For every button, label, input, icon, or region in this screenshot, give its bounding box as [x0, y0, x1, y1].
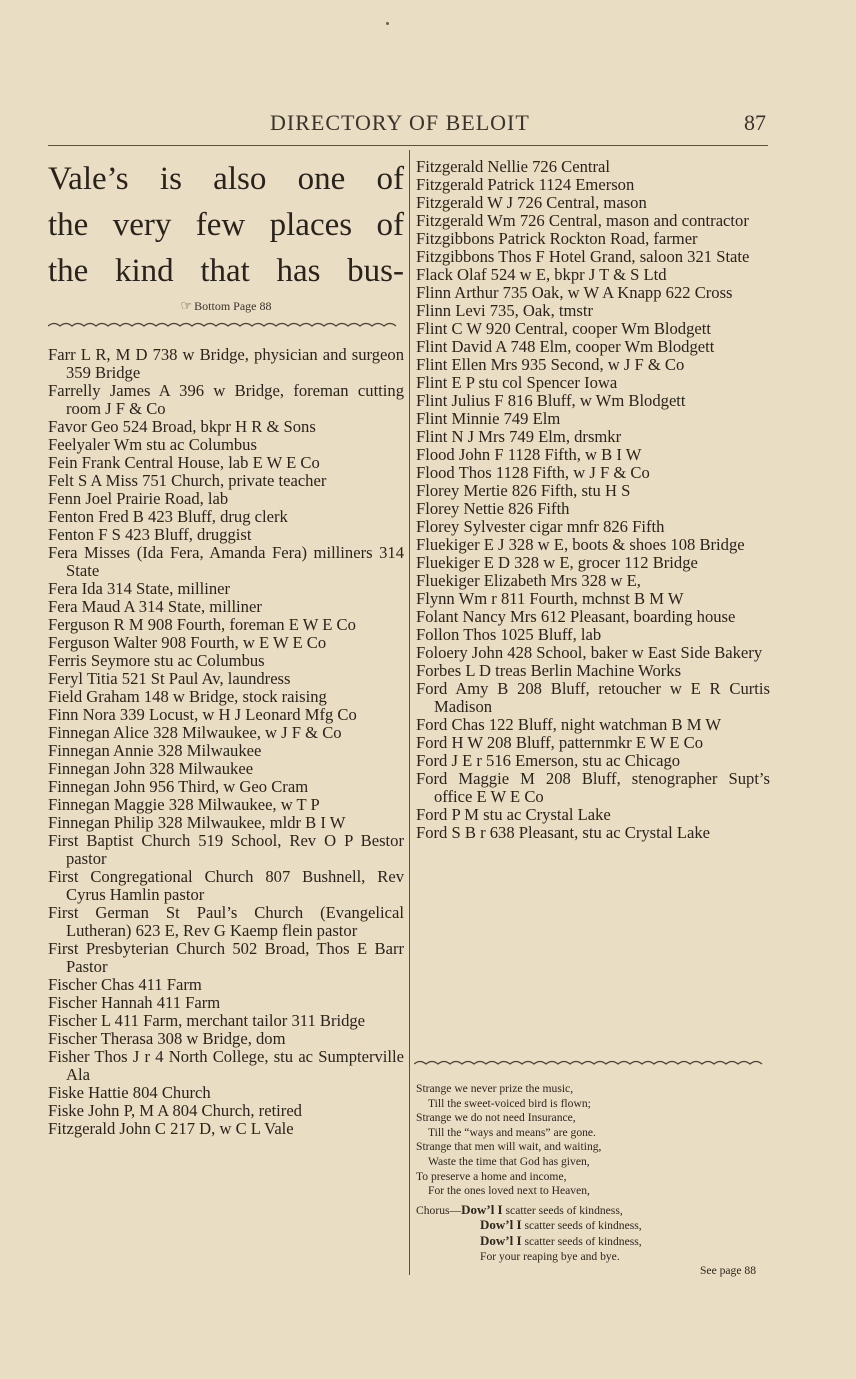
- chorus-line: [416, 1203, 770, 1219]
- directory-entry: Flint Ellen Mrs 935 Second, w J F & Co: [416, 355, 685, 374]
- directory-entry: Farr L R, M D 738 w Bridge, physician and surgeon 359 Bridge: [48, 345, 404, 382]
- page-number: 87: [744, 110, 766, 135]
- directory-entry: Ford Chas 122 Bluff, night watchman B M W: [416, 715, 721, 734]
- directory-entry: Fitzgibbons Patrick Rockton Road, farmer: [416, 229, 698, 248]
- directory-entry: Flynn Wm r 811 Fourth, mchnst B M W: [416, 589, 684, 608]
- directory-entry: Fitzgerald John C 217 D, w C L Vale: [48, 1119, 294, 1138]
- directory-entry: Fenn Joel Prairie Road, lab: [48, 489, 229, 508]
- directory-entry: Fitzgerald Patrick 1124 Emerson: [416, 175, 635, 194]
- directory-entry: Finnegan Alice 328 Milwaukee, w J F & Co: [48, 723, 342, 742]
- directory-entry: Flood John F 1128 Fifth, w B I W: [416, 445, 642, 464]
- directory-entry: Fitzgerald W J 726 Central, mason: [416, 193, 647, 212]
- poem-line: Strange that men will wait, and waiting,: [416, 1140, 602, 1154]
- directory-entry: Flint Julius F 816 Bluff, w Wm Blodgett: [416, 391, 686, 410]
- page-header-title: DIRECTORY OF BELOIT: [270, 110, 530, 135]
- poem-line: Waste the time that God has given,: [428, 1154, 590, 1168]
- directory-entry: First German St Paul’s Church (Evangelical Lutheran) 623 E, Rev G Kaemp flein pastor: [48, 903, 404, 940]
- directory-entry: Favor Geo 524 Broad, bkpr H R & Sons: [48, 417, 316, 436]
- chorus-word: Dow’l I: [480, 1232, 522, 1248]
- directory-entry: Ford P M stu ac Crystal Lake: [416, 805, 611, 824]
- header-rule: [48, 145, 768, 146]
- directory-entry: Finn Nora 339 Locust, w H J Leonard Mfg Co: [48, 705, 357, 724]
- poem-line: Till the “ways and means” are gone.: [428, 1125, 596, 1139]
- directory-entry: Finnegan John 328 Milwaukee: [48, 759, 254, 778]
- ad-line: the kind that has bus-: [48, 253, 404, 289]
- poem-line: Strange we do not need Insurance,: [416, 1111, 576, 1125]
- directory-entry: Fera Ida 314 State, milliner: [48, 579, 231, 598]
- directory-entry: Fitzgibbons Thos F Hotel Grand, saloon 321 State: [416, 247, 750, 266]
- directory-entry: Fischer Hannah 411 Farm: [48, 993, 221, 1012]
- directory-entry: Flint C W 920 Central, cooper Wm Blodgett: [416, 319, 711, 338]
- chorus-line: [416, 1218, 770, 1234]
- directory-entry: Flinn Arthur 735 Oak, w W A Knapp 622 Cross: [416, 283, 733, 302]
- directory-entry: Florey Mertie 826 Fifth, stu H S: [416, 481, 631, 500]
- column-divider: [409, 150, 410, 1275]
- ad-line: the very few places of: [48, 207, 404, 243]
- directory-entry: Fenton Fred B 423 Bluff, drug clerk: [48, 507, 288, 526]
- poem-closing: For your reaping bye and bye.: [480, 1249, 620, 1263]
- directory-entry: Fiske Hattie 804 Church: [48, 1083, 211, 1102]
- directory-entry: Field Graham 148 w Bridge, stock raising: [48, 687, 327, 706]
- directory-entry: Florey Nettie 826 Fifth: [416, 499, 570, 518]
- chorus-word: Dow’l I: [480, 1217, 522, 1233]
- poem-line: Till the sweet-voiced bird is flown;: [428, 1096, 591, 1110]
- see-page-reference: See page 88: [699, 1264, 756, 1278]
- poem-line: For the ones loved next to Heaven,: [428, 1184, 590, 1198]
- directory-entry: Ford J E r 516 Emerson, stu ac Chicago: [416, 751, 681, 770]
- directory-entry: Fitzgerald Nellie 726 Central: [416, 157, 610, 176]
- ad-reference-text: Bottom Page 88: [194, 299, 272, 313]
- directory-entry: Ford Amy B 208 Bluff, retoucher w E R Curtis Madison: [416, 679, 770, 716]
- directory-entry: Fera Misses (Ida Fera, Amanda Fera) milliners 314 State: [48, 543, 404, 580]
- directory-entry: Flinn Levi 735, Oak, tmstr: [416, 301, 593, 320]
- directory-entry: Ferguson Walter 908 Fourth, w E W E Co: [48, 633, 327, 652]
- directory-entry: Fiske John P, M A 804 Church, retired: [48, 1101, 302, 1120]
- directory-entry: Flint David A 748 Elm, cooper Wm Blodgett: [416, 337, 715, 356]
- directory-entry: Felt S A Miss 751 Church, private teacher: [48, 471, 327, 490]
- pointing-hand-icon: ☞: [180, 298, 193, 313]
- directory-entry: Fenton F S 423 Bluff, druggist: [48, 525, 252, 544]
- directory-entry: Flint N J Mrs 749 Elm, drsmkr: [416, 427, 622, 446]
- chorus-text: scatter seeds of kindness,: [524, 1234, 642, 1248]
- directory-entry: Fluekiger Elizabeth Mrs 328 w E,: [416, 571, 641, 590]
- directory-entry: Flint E P stu col Spencer Iowa: [416, 373, 618, 392]
- chorus-line: [416, 1234, 770, 1250]
- directory-entry: Ferguson R M 908 Fourth, foreman E W E Co: [48, 615, 356, 634]
- right-column-entries: [416, 158, 770, 842]
- directory-entry: Fluekiger E J 328 w E, boots & shoes 108 Bridge: [416, 535, 745, 554]
- insurance-poem: [416, 1082, 770, 1279]
- directory-entry: Florey Sylvester cigar mnfr 826 Fifth: [416, 517, 665, 536]
- print-speck: [386, 22, 389, 25]
- directory-entry: Flood Thos 1128 Fifth, w J F & Co: [416, 463, 650, 482]
- directory-entry: Fischer Chas 411 Farm: [48, 975, 202, 994]
- directory-entry: Finnegan Philip 328 Milwaukee, mldr B I W: [48, 813, 346, 832]
- directory-entry: Fisher Thos J r 4 North College, stu ac Sumpterville Ala: [48, 1047, 404, 1084]
- directory-entry: Follon Thos 1025 Bluff, lab: [416, 625, 602, 644]
- chorus-label: Chorus—: [416, 1203, 462, 1217]
- chorus-word: Dow’l I: [461, 1201, 503, 1217]
- directory-entry: Fitzgerald Wm 726 Central, mason and contractor: [416, 211, 749, 230]
- directory-entry: Folant Nancy Mrs 612 Pleasant, boarding house: [416, 607, 736, 626]
- poem-line: To preserve a home and income,: [416, 1169, 567, 1183]
- chorus-text: scatter seeds of kindness,: [505, 1203, 623, 1217]
- directory-entry: Feryl Titia 521 St Paul Av, laundress: [48, 669, 291, 688]
- directory-entry: First Congregational Church 807 Bushnell, Rev Cyrus Hamlin pastor: [48, 867, 404, 904]
- directory-entry: Flint Minnie 749 Elm: [416, 409, 561, 428]
- chorus-text: scatter seeds of kindness,: [524, 1219, 642, 1233]
- directory-entry: Feelyaler Wm stu ac Columbus: [48, 435, 257, 454]
- directory-entry: Fluekiger E D 328 w E, grocer 112 Bridge: [416, 553, 698, 572]
- ad-reference: [48, 298, 404, 314]
- directory-entry: Farrelly James A 396 w Bridge, foreman cutting room J F & Co: [48, 381, 404, 418]
- wavy-rule: [414, 1058, 766, 1070]
- directory-entry: Fischer L 411 Farm, merchant tailor 311 Bridge: [48, 1011, 366, 1030]
- directory-entry: First Baptist Church 519 School, Rev O P Bestor pastor: [48, 831, 404, 868]
- directory-entry: Forbes L D treas Berlin Machine Works: [416, 661, 682, 680]
- directory-entry: Finnegan Annie 328 Milwaukee: [48, 741, 262, 760]
- directory-entry: Fein Frank Central House, lab E W E Co: [48, 453, 320, 472]
- vale-advertisement: [48, 156, 404, 314]
- directory-entry: Finnegan John 956 Third, w Geo Cram: [48, 777, 309, 796]
- directory-entry: Ford Maggie M 208 Bluff, stenographer Supt’s office E W E Co: [416, 769, 770, 806]
- directory-entry: Finnegan Maggie 328 Milwaukee, w T P: [48, 795, 320, 814]
- directory-entry: First Presbyterian Church 502 Broad, Thos E Barr Pastor: [48, 939, 404, 976]
- directory-entry: Ford H W 208 Bluff, patternmkr E W E Co: [416, 733, 703, 752]
- poem-line: Strange we never prize the music,: [416, 1082, 574, 1095]
- left-column-entries: [48, 346, 404, 1138]
- directory-entry: Fera Maud A 314 State, milliner: [48, 597, 262, 616]
- directory-entry: Ford S B r 638 Pleasant, stu ac Crystal Lake: [416, 823, 711, 842]
- directory-entry: Foloery John 428 School, baker w East Side Bakery: [416, 643, 763, 662]
- directory-entry: Fischer Therasa 308 w Bridge, dom: [48, 1029, 286, 1048]
- directory-entry: Flack Olaf 524 w E, bkpr J T & S Ltd: [416, 265, 667, 284]
- directory-entry: Ferris Seymore stu ac Columbus: [48, 651, 265, 670]
- wavy-rule: [48, 320, 400, 332]
- ad-line: Vale’s is also one of: [48, 161, 404, 197]
